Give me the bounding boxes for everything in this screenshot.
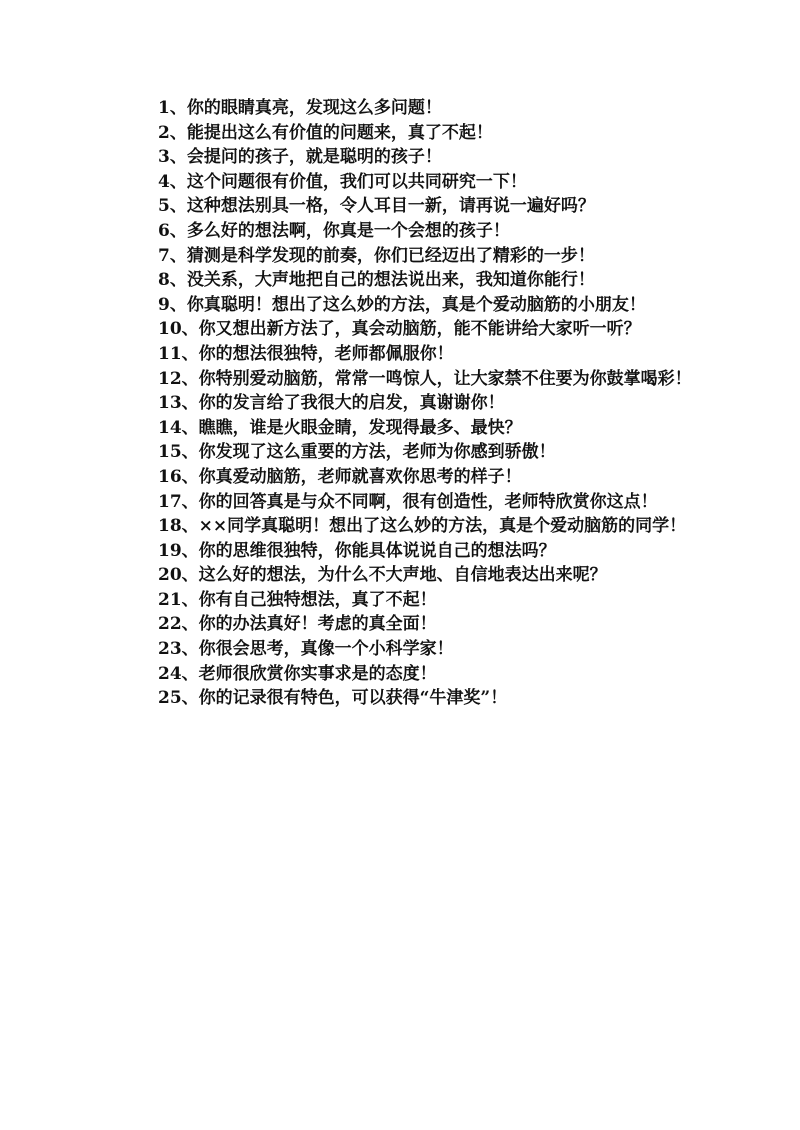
list-item: 7、猜测是科学发现的前奏，你们已经迈出了精彩的一步！ (158, 245, 595, 266)
list-item: 4、这个问题很有价值，我们可以共同研究一下！ (158, 171, 527, 192)
list-item: 9、你真聪明！想出了这么妙的方法，真是个爱动脑筋的小朋友！ (158, 294, 646, 315)
praise-list (112, 96, 700, 711)
list-item: 6、多么好的想法啊，你真是一个会想的孩子！ (158, 220, 510, 241)
list-item: 22、你的办法真好！考虑的真全面！ (158, 614, 437, 635)
list-item: 16、你真爱动脑筋，老师就喜欢你思考的样子！ (158, 466, 522, 487)
list-item: 13、你的发言给了我很大的启发，真谢谢你！ (158, 393, 505, 414)
list-item: 23、你很会思考，真像一个小科学家！ (158, 639, 454, 660)
list-item: 17、你的回答真是与众不同啊，很有创造性，老师特欣赏你这点！ (158, 491, 658, 512)
list-item: 24、老师很欣赏你实事求是的态度！ (158, 663, 437, 684)
list-item: 25、你的记录很有特色，可以获得“牛津奖”！ (158, 688, 508, 709)
list-item: 18、××同学真聪明！想出了这么妙的方法，真是个爱动脑筋的同学！ (158, 516, 687, 537)
list-item: 15、你发现了这么重要的方法，老师为你感到骄傲！ (158, 442, 556, 463)
list-item: 1、你的眼睛真亮，发现这么多问题！ (158, 98, 442, 118)
list-item: 12、你特别爱动脑筋，常常一鸣惊人，让大家禁不住要为你鼓掌喝彩！ (158, 368, 692, 389)
list-item: 20、这么好的想法，为什么不大声地、自信地表达出来呢？ (158, 565, 607, 586)
list-item: 14、瞧瞧，谁是火眼金睛，发现得最多、最快？ (158, 417, 522, 438)
list-item: 10、你又想出新方法了，真会动脑筋，能不能讲给大家听一听？ (158, 319, 641, 340)
list-item: 21、你有自己独特想法，真了不起！ (158, 589, 437, 610)
list-item: 8、没关系，大声地把自己的想法说出来，我知道你能行！ (158, 270, 595, 291)
list-item: 5、这种想法别具一格，令人耳目一新，请再说一遍好吗？ (158, 196, 595, 217)
list-item: 2、能提出这么有价值的问题来，真了不起！ (158, 122, 493, 143)
list-item: 3、会提问的孩子，就是聪明的孩子！ (158, 147, 442, 168)
list-item: 11、你的想法很独特，老师都佩服你！ (158, 343, 454, 364)
list-item: 19、你的思维很独特，你能具体说说自己的想法吗？ (158, 540, 556, 561)
